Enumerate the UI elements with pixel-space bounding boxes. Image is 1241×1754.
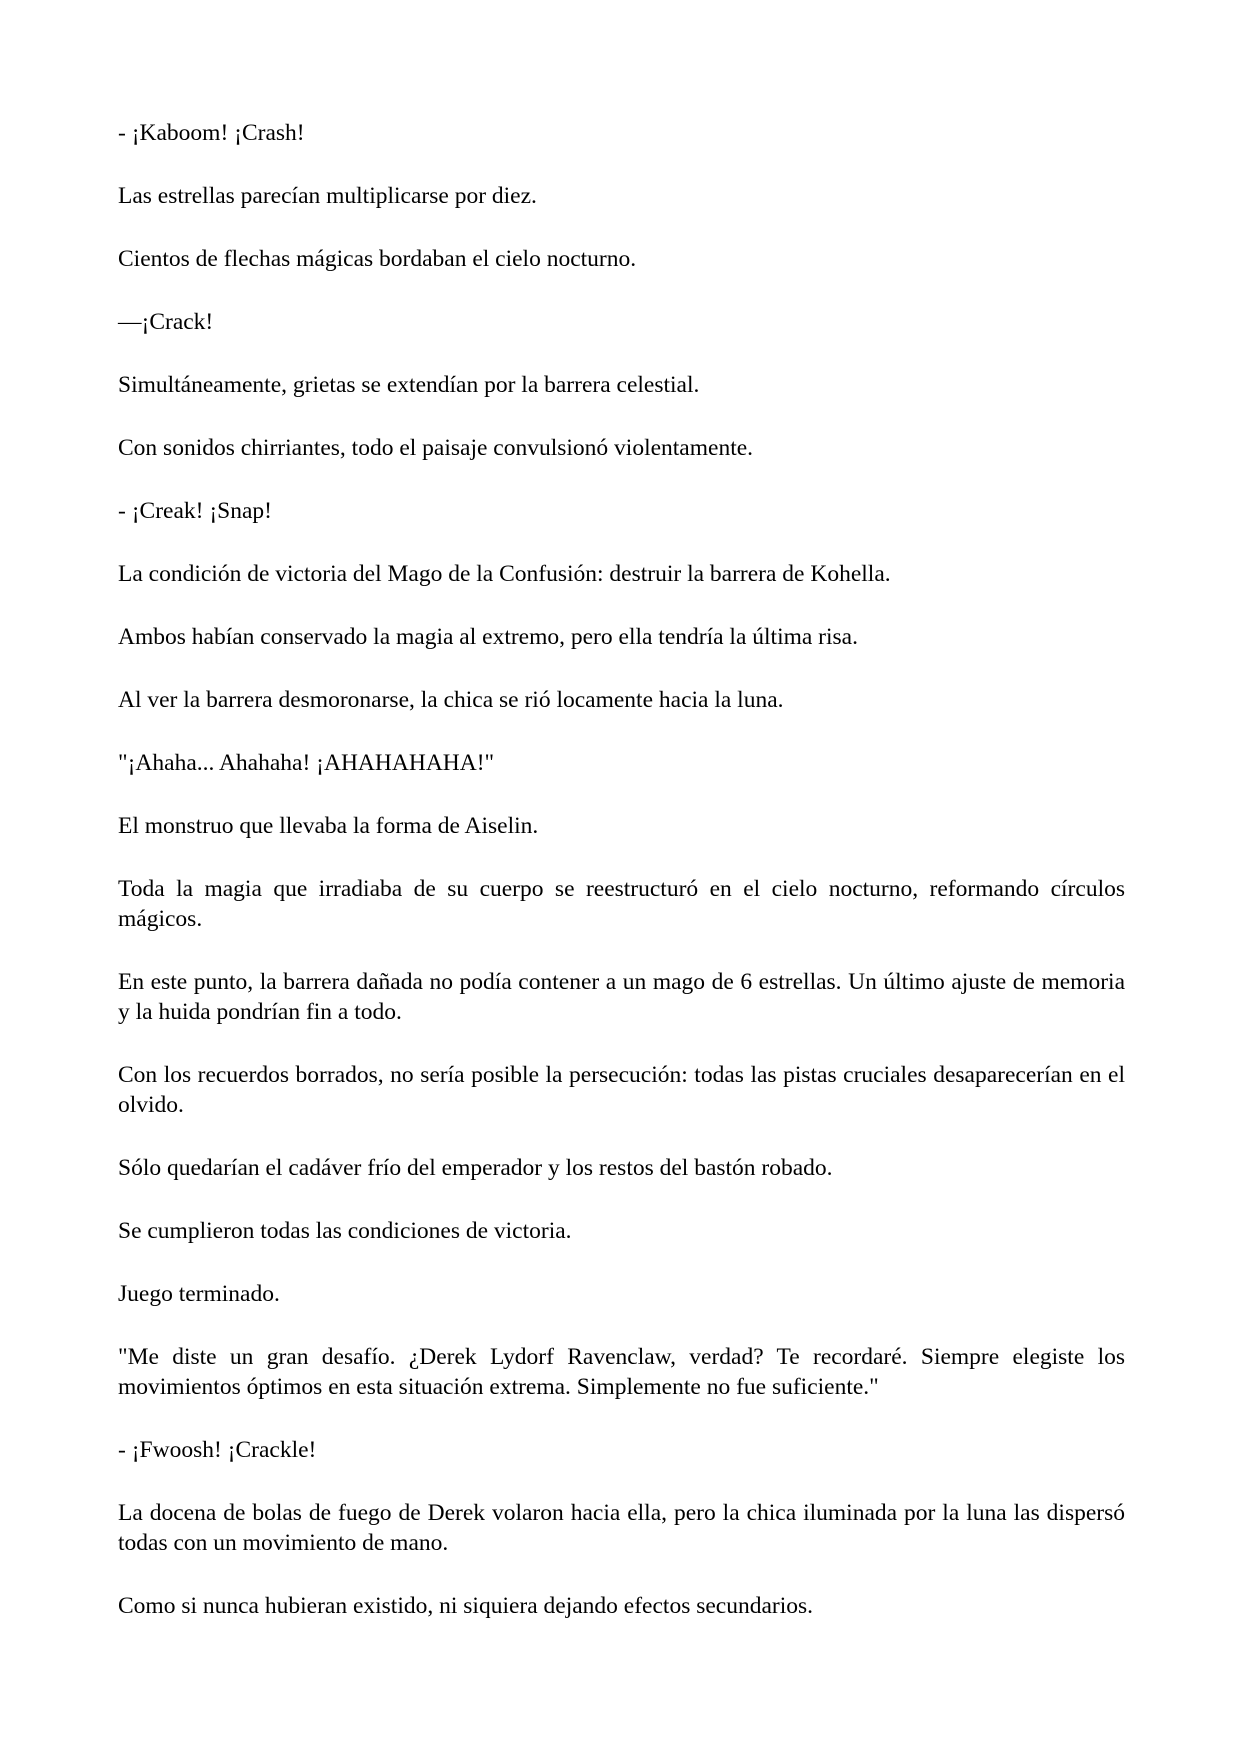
paragraph: Simultáneamente, grietas se extendían por la barrera celestial. [118, 372, 700, 398]
paragraph: La condición de victoria del Mago de la Confusión: destruir la barrera de Kohella. [118, 561, 891, 587]
paragraph: Con los recuerdos borrados, no sería posible la persecución: todas las pistas cruciales desaparecerían en el olvido. [118, 1062, 1125, 1118]
paragraph: Ambos habían conservado la magia al extremo, pero ella tendría la última risa. [118, 624, 858, 650]
paragraph: "¡Ahaha... Ahahaha! ¡AHAHAHAHA!" [118, 750, 495, 776]
paragraph: Se cumplieron todas las condiciones de victoria. [118, 1218, 572, 1244]
paragraph: Cientos de flechas mágicas bordaban el cielo nocturno. [118, 246, 637, 272]
paragraph: "Me diste un gran desafío. ¿Derek Lydorf Ravenclaw, verdad? Te recordaré. Siempre elegiste los movimientos óptimos en esta situación extrema. Simplemente no fue suficiente." [118, 1344, 1125, 1400]
document-body [118, 118, 1125, 1654]
paragraph: - ¡Fwoosh! ¡Crackle! [118, 1437, 317, 1463]
paragraph: En este punto, la barrera dañada no podía contener a un mago de 6 estrellas. Un último ajuste de memoria y la huida pondrían fin a todo. [118, 969, 1125, 1025]
paragraph: Con sonidos chirriantes, todo el paisaje convulsionó violentamente. [118, 435, 754, 461]
paragraph: —¡Crack! [118, 309, 214, 335]
paragraph: - ¡Creak! ¡Snap! [118, 498, 272, 524]
paragraph: Al ver la barrera desmoronarse, la chica se rió locamente hacia la luna. [118, 687, 784, 713]
paragraph: Las estrellas parecían multiplicarse por diez. [118, 183, 537, 209]
paragraph: Toda la magia que irradiaba de su cuerpo se reestructuró en el cielo nocturno, reformando círculos mágicos. [118, 876, 1125, 932]
paragraph: El monstruo que llevaba la forma de Aiselin. [118, 813, 539, 839]
paragraph: Sólo quedarían el cadáver frío del emperador y los restos del bastón robado. [118, 1155, 833, 1181]
paragraph: - ¡Kaboom! ¡Crash! [118, 120, 305, 146]
paragraph: La docena de bolas de fuego de Derek volaron hacia ella, pero la chica iluminada por la luna las dispersó todas con un movimiento de mano. [118, 1500, 1125, 1556]
paragraph: Como si nunca hubieran existido, ni siquiera dejando efectos secundarios. [118, 1593, 814, 1619]
paragraph: Juego terminado. [118, 1281, 280, 1307]
